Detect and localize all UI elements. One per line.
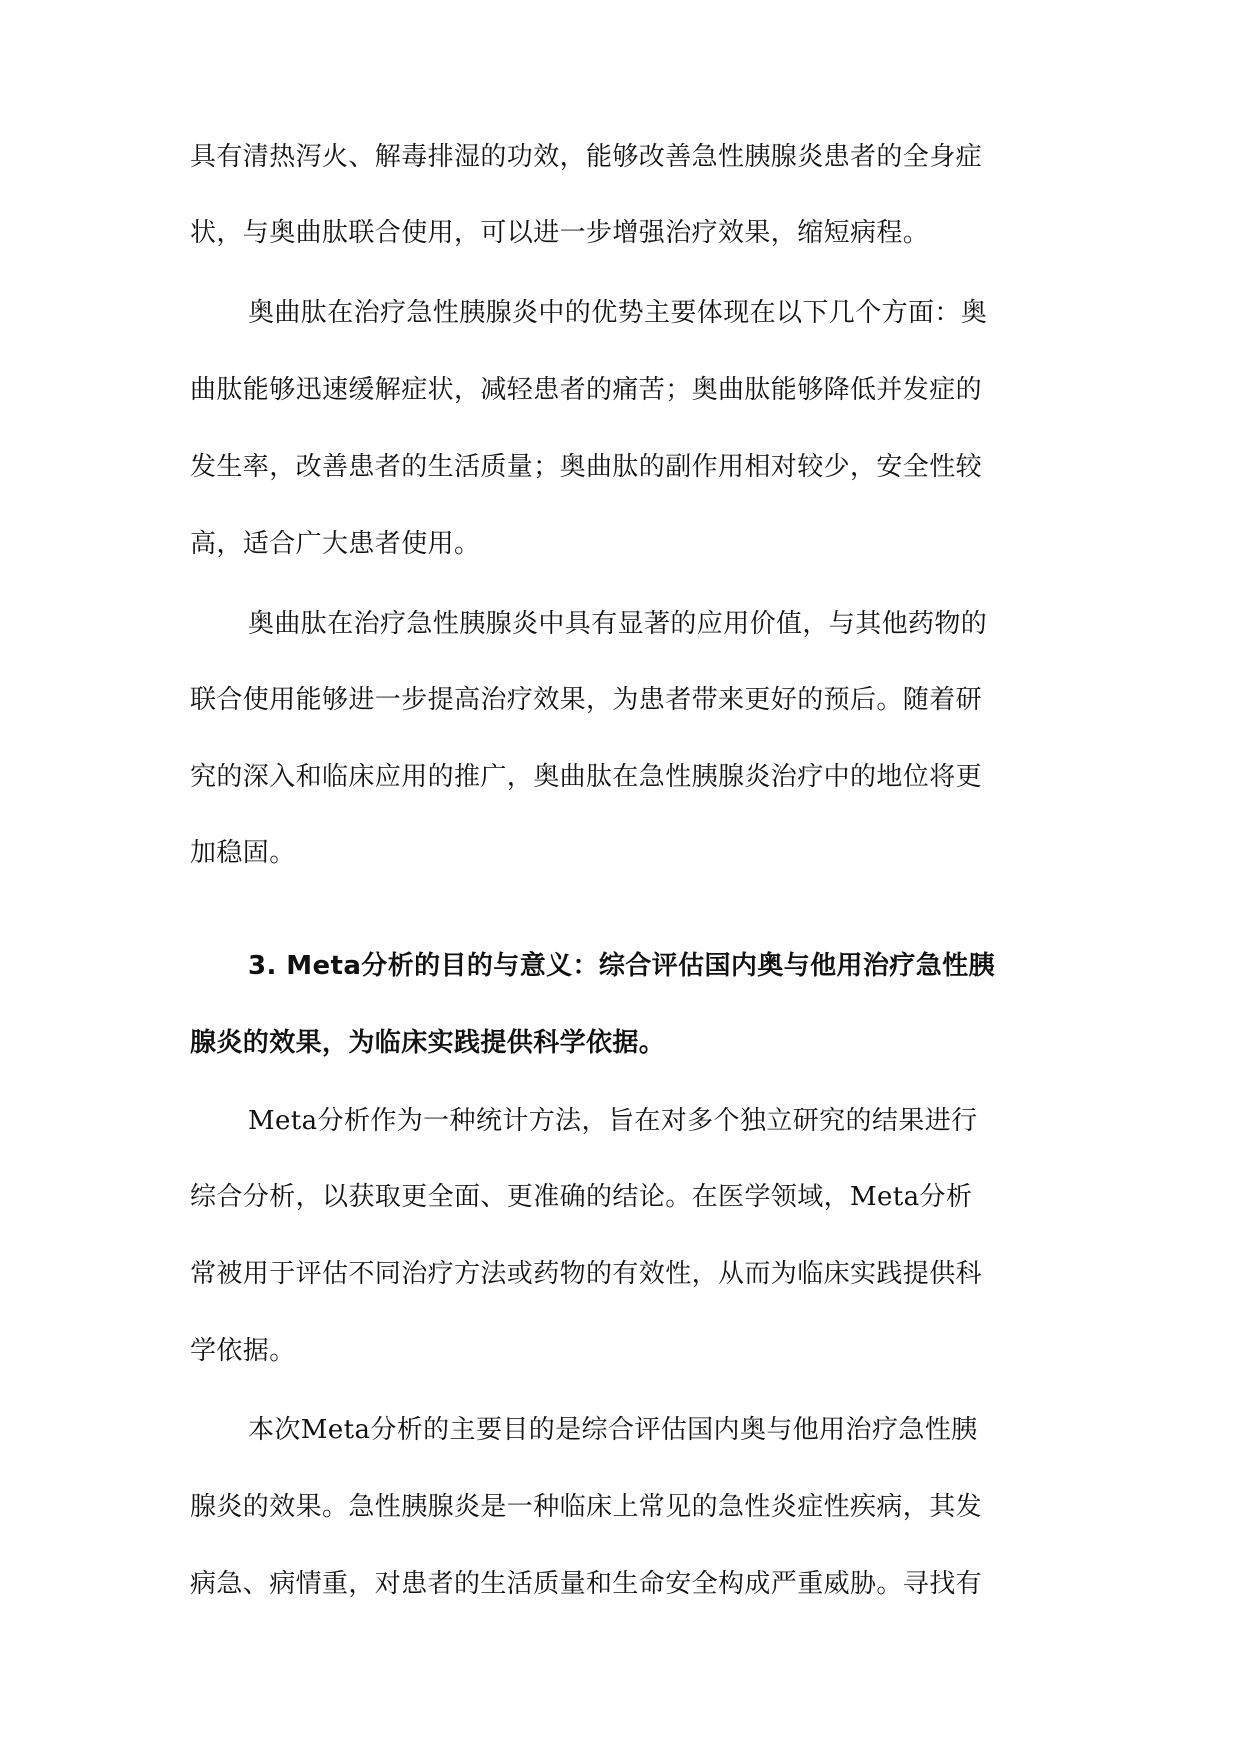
- paragraph-3-line-2: 联合使用能够进一步提高治疗效果，为患者带来更好的预后。随着研: [190, 685, 983, 715]
- section-heading-line-2: 腺炎的效果，为临床实践提供科学依据。: [190, 1028, 666, 1058]
- paragraph-1-line-2: 状，与奥曲肽联合使用，可以进一步增强治疗效果，缩短病程。: [190, 218, 930, 248]
- paragraph-3-line-4: 加稳固。: [190, 838, 296, 868]
- paragraph-5-line-2: 腺炎的效果。急性胰腺炎是一种临床上常见的急性炎症性疾病，其发: [190, 1492, 983, 1522]
- paragraph-2-line-4: 高，适合广大患者使用。: [190, 529, 481, 559]
- paragraph-3-line-3: 究的深入和临床应用的推广，奥曲肽在急性胰腺炎治疗中的地位将更: [190, 762, 983, 792]
- paragraph-5-line-3: 病急、病情重，对患者的生活质量和生命安全构成严重威胁。寻找有: [190, 1569, 983, 1599]
- paragraph-4-line-2: 综合分析，以获取更全面、更准确的结论。在医学领域，Meta分析: [190, 1182, 973, 1212]
- paragraph-3-line-1: 奥曲肽在治疗急性胰腺炎中具有显著的应用价值，与其他药物的: [248, 609, 988, 639]
- paragraph-2-line-2: 曲肽能够迅速缓解症状，减轻患者的痛苦；奥曲肽能够降低并发症的: [190, 375, 983, 405]
- section-heading-line-1: 3. Meta分析的目的与意义：综合评估国内奥与他用治疗急性胰: [248, 951, 995, 981]
- paragraph-1-line-1: 具有清热泻火、解毒排湿的功效，能够改善急性胰腺炎患者的全身症: [190, 142, 983, 172]
- paragraph-5-line-1: 本次Meta分析的主要目的是综合评估国内奥与他用治疗急性胰: [248, 1415, 978, 1445]
- paragraph-4-line-3: 常被用于评估不同治疗方法或药物的有效性，从而为临床实践提供科: [190, 1259, 983, 1289]
- paragraph-4-line-1: Meta分析作为一种统计方法，旨在对多个独立研究的结果进行: [248, 1106, 978, 1136]
- paragraph-4-line-4: 学依据。: [190, 1336, 296, 1366]
- paragraph-2-line-1: 奥曲肽在治疗急性胰腺炎中的优势主要体现在以下几个方面：奥: [248, 298, 988, 328]
- paragraph-2-line-3: 发生率，改善患者的生活质量；奥曲肽的副作用相对较少，安全性较: [190, 452, 983, 482]
